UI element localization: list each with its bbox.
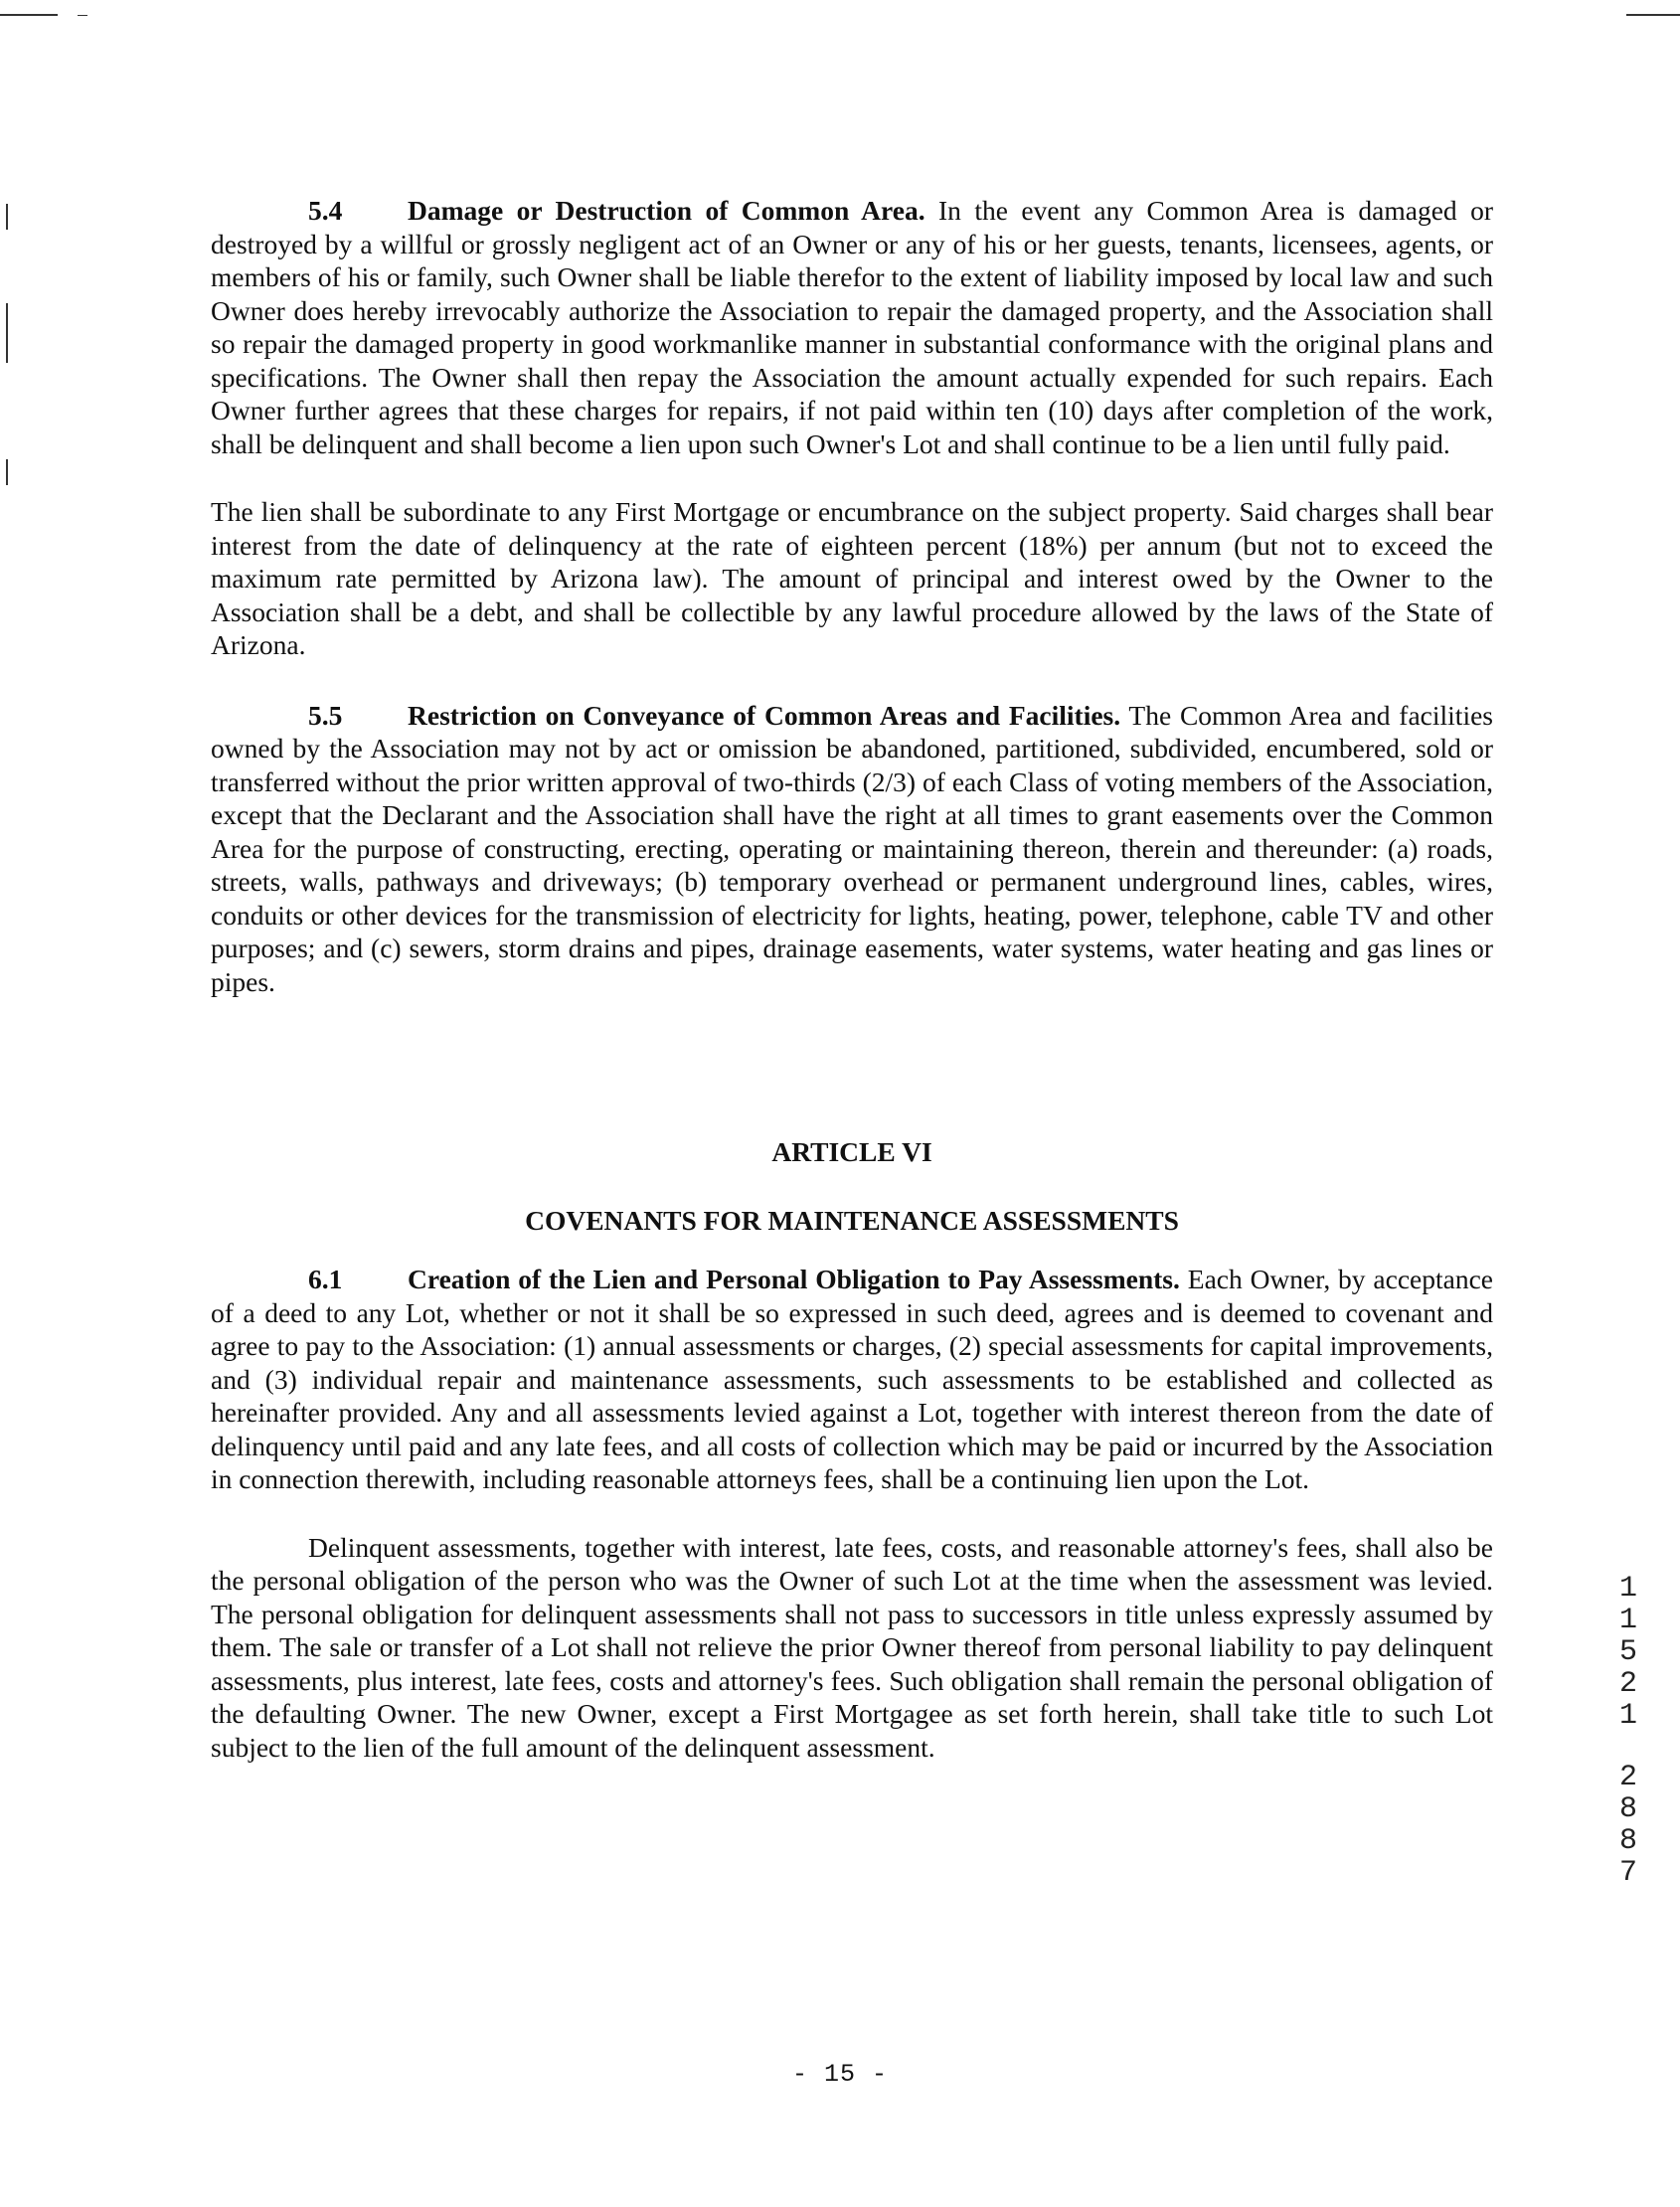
section-text: Each Owner, by acceptance of a deed to any Lot, whether or not it shall be so expressed in such deed, agrees and is deemed to covenant and agree to pay to the Association: (1) annual assessments or charges, (2) special assessments for capital improvements, and (3) individual repair and maintenance assessments, such assessments to be established and collected as hereinafter provided. Any and all assessments levied against a Lot, together with interest thereon from the date of delinquency until paid and any late fees, and all costs of collection which may be paid or incurred by the Association in connection therewith, including reasonable attorneys fees, shall be a continuing lien upon the Lot. bbox=[211, 1264, 1494, 1494]
section-title: Restriction on Conveyance of Common Areas and Facilities. bbox=[408, 699, 1121, 731]
scan-mark bbox=[6, 459, 8, 485]
recording-digit: 1 bbox=[1618, 1699, 1637, 1733]
section-number: 6.1 bbox=[308, 1264, 343, 1294]
article-title: COVENANTS FOR MAINTENANCE ASSESSMENTS bbox=[525, 1205, 1179, 1236]
page-number: - 15 - bbox=[791, 2060, 888, 2089]
document-body bbox=[211, 194, 1493, 1764]
recording-digit: 2 bbox=[1618, 1667, 1637, 1701]
scan-mark bbox=[1626, 14, 1680, 16]
section-5-5 bbox=[211, 699, 1493, 999]
section-number: 5.5 bbox=[308, 699, 343, 731]
recording-digit: 2 bbox=[1618, 1761, 1637, 1794]
recording-digit: 8 bbox=[1618, 1792, 1637, 1826]
recording-digit: 1 bbox=[1618, 1604, 1637, 1637]
section-5-4 bbox=[211, 194, 1493, 460]
section-6-1 bbox=[211, 1263, 1493, 1496]
recording-digit: 1 bbox=[1618, 1572, 1637, 1606]
scan-mark bbox=[0, 14, 58, 16]
section-text: In the event any Common Area is damaged or destroyed by a willful or grossly negligent act of an Owner or any of his or her guests, tenants, licensees, agents, or members of his or family, such Owner shall be liable therefor to the extent of liability imposed by local law and such Owner does hereby irrevocably authorize the Association to repair the damaged property, and the Association shall so repair the damaged property in good workmanlike manner in substantial conformance with the original plans and specifications. The Owner shall then repay the Association the amount actually expended for such repairs. Each Owner further agrees that these charges for repairs, if not paid within ten (10) days after completion of the work, shall be delinquent and shall become a lien upon such Owner's Lot and shall continue to be a lien until fully paid. bbox=[211, 195, 1494, 459]
scan-mark bbox=[6, 303, 8, 363]
section-title: Creation of the Lien and Personal Obligation to Pay Assessments. bbox=[408, 1264, 1180, 1294]
section-number: 5.4 bbox=[308, 195, 343, 226]
recording-digit: 5 bbox=[1618, 1635, 1637, 1669]
recording-number-bottom bbox=[1616, 1762, 1640, 1889]
scan-mark bbox=[78, 15, 87, 16]
section-title: Damage or Destruction of Common Area. bbox=[408, 195, 925, 226]
scan-mark bbox=[6, 204, 8, 230]
section-text: The Common Area and facilities owned by the Association may not by act or omission be abandoned, partitioned, subdivided, encumbered, sold or transferred without the prior written approval of two-thirds (2/3) of each Class of voting members of the Association, except that the Declarant and the Association shall have the right at all times to grant easements over the Common Area for the purpose of constructing, erecting, operating or maintaining thereon, therein and thereunder: (a) roads, streets, walls, pathways and driveways; (b) temporary overhead or permanent underground lines, cables, wires, conduits or other devices for the transmission of electricity for lights, heating, power, telephone, cable TV and other purposes; and (c) sewers, storm drains and pipes, drainage easements, water systems, water heating and gas lines or pipes. bbox=[211, 699, 1493, 997]
section-5-4-lien-paragraph: The lien shall be subordinate to any First Mortgage or encumbrance on the subject property. Said charges shall bear interest from the date of delinquency at the rate of eighteen percent (18%) per annum (but not to exceed the maximum rate permitted by Arizona law). The amount of principal and interest owed by the Owner to the Association shall be a debt, and shall be collectible by any lawful procedure allowed by the laws of the State of Arizona. bbox=[211, 496, 1493, 660]
section-6-1-delinquent-paragraph: Delinquent assessments, together with interest, late fees, costs, and reasonable attorney's fees, shall also be the personal obligation of the person who was the Owner of such Lot at the time when the assessment was levied. The personal obligation for delinquent assessments shall not pass to successors in title unless expressly assumed by them. The sale or transfer of a Lot shall not relieve the prior Owner thereof from personal liability to pay delinquent assessments, plus interest, late fees, costs and attorney's fees. Such obligation shall remain the personal obligation of the defaulting Owner. The new Owner, except a First Mortgagee as set forth herein, shall take title to such Lot subject to the lien of the full amount of the delinquent assessment. bbox=[211, 1531, 1493, 1763]
article-number: ARTICLE VI bbox=[771, 1136, 932, 1167]
recording-digit: 7 bbox=[1618, 1856, 1637, 1890]
recording-number-top bbox=[1616, 1573, 1640, 1732]
recording-digit: 8 bbox=[1618, 1824, 1637, 1858]
